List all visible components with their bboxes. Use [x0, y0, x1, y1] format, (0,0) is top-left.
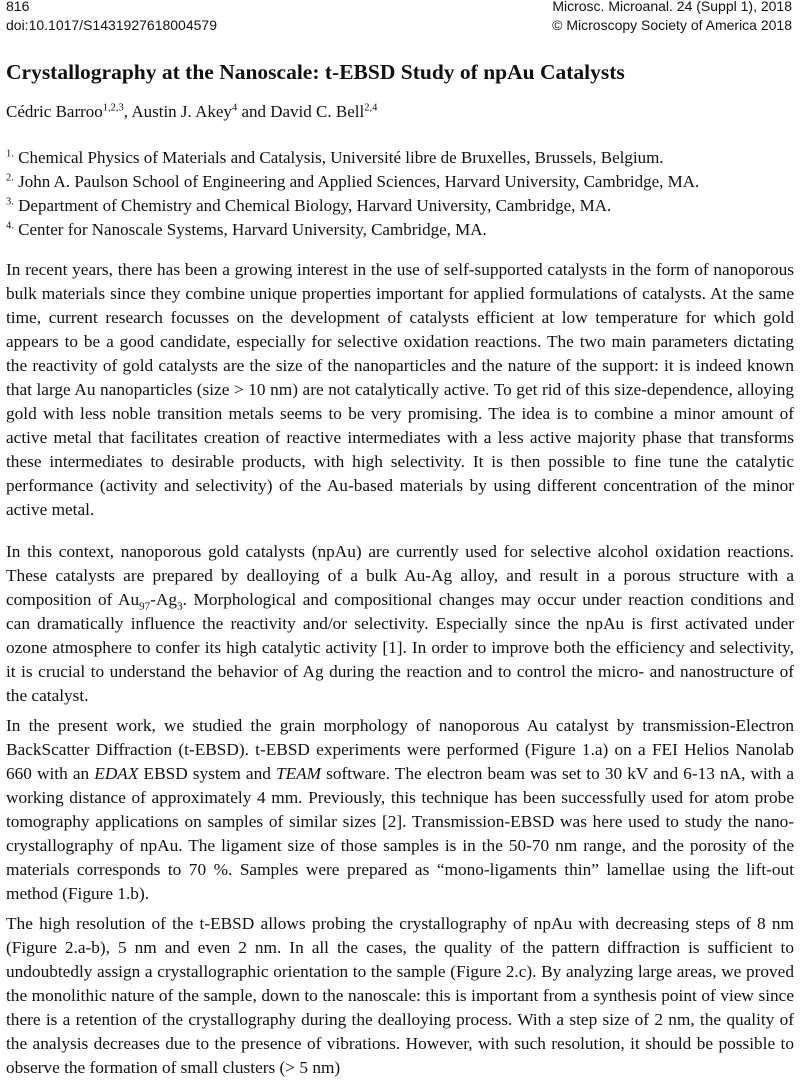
affiliation [6, 170, 796, 194]
author-name: David C. Bell [270, 102, 365, 121]
subscript: 3 [177, 600, 183, 613]
affiliation [6, 146, 796, 170]
affiliation [6, 194, 796, 218]
body-paragraph [6, 714, 794, 906]
software-name: TEAM [275, 764, 322, 783]
author-affil-sup: 4 [231, 102, 238, 114]
header-left [6, 0, 217, 35]
paragraph-text: In the present work, we studied the grain morphology of nanoporous Au catalyst by transmission-Electron BackScatter Diffraction (t-EBSD). t-EBSD experiments were performed (Figure 1.a) on a FEI Helios Nanolab 660 with an [6, 716, 794, 783]
paragraph-text: EBSD system and [138, 764, 276, 783]
page-number: 816 [6, 0, 30, 14]
author-name: Cédric Barroo [6, 102, 103, 121]
doi: doi:10.1017/S1431927618004579 [6, 17, 217, 33]
author-name: Austin J. Akey [131, 102, 232, 121]
affiliation [6, 218, 796, 242]
author-affil-sup: 1,2,3 [102, 102, 124, 114]
affiliation-list [6, 146, 796, 242]
affiliation-text: John A. Paulson School of Engineering and Applied Sciences, Harvard University, Cambridge, MA. [18, 172, 700, 191]
journal-citation: Microsc. Microanal. 24 (Suppl 1), 2018 [552, 0, 792, 14]
author-list [6, 100, 377, 124]
body-paragraph: In recent years, there has been a growing interest in the use of self-supported catalysts in the form of nanoporous bulk materials since they combine unique properties important for applied formulations of catalysts. At the same time, current research focusses on the development of catalysts efficient at low temperature for which gold appears to be a good candidate, especially for selective oxidation reactions. The two main parameters dictating the reactivity of gold catalysts are the size of the nanoparticles and the nature of the support: it is indeed known that large Au nanoparticles (size > 10 nm) are not catalytically active. To get rid of this size-dependence, alloying gold with less noble transition metals seems to be very promising. The idea is to combine a minor amount of active metal that facilitates creation of reactive intermediates with a less active majority phase that transforms these intermediates to desirable products, with high selectivity. It is then possible to fine tune the catalytic performance (activity and selectivity) of the Au-based materials by using different concentration of the minor active metal. [6, 260, 794, 519]
copyright: © Microscopy Society of America 2018 [552, 17, 792, 33]
header-right [552, 0, 792, 35]
affiliation-text: Center for Nanoscale Systems, Harvard University, Cambridge, MA. [18, 220, 487, 239]
body-paragraph: The high resolution of the t-EBSD allows probing the crystallography of npAu with decreasing steps of 8 nm (Figure 2.a-b), 5 nm and even 2 nm. In all the cases, the quality of the pattern diffraction is sufficient to undoubtedly assign a crystallographic orientation to the sample (Figure 2.c). By analyzing large areas, we proved the monolithic nature of the sample, down to the nanoscale: this is important from a synthesis point of view since there is a retention of the crystallography during the dealloying process. With a step size of 2 nm, the quality of the analysis decreases due to the presence of vibrations. However, with such resolution, it should be possible to observe the formation of small clusters (> 5 nm) [6, 914, 794, 1077]
affiliation-number: 2. [6, 172, 14, 184]
software-name: EDAX [94, 764, 139, 783]
affiliation-number: 3. [6, 196, 14, 208]
subscript: 97 [139, 600, 151, 613]
paragraph-text: software. The electron beam was set to 30 kV and 6-13 nA, with a working distance of approximately 4 mm. Previously, this technique has been successfully used for atom probe tomography applications on samples of similar sizes [2]. Transmission-EBSD was here used to study the nano-crystallography of npAu. The ligament size of those samples is in the 50-70 nm range, and the porosity of the materials corresponds to 70 %. Samples were prepared as “mono-ligaments thin” lamellae using the lift-out method (Figure 1.b). [6, 764, 794, 903]
affiliation-number: 1. [6, 148, 14, 160]
paragraph-text: . Morphological and compositional changes may occur under reaction conditions and can dramatically influence the reactivity and/or selectivity. Especially since the npAu is first activated under ozone atmosphere to confer its high catalytic activity [1]. In order to improve both the efficiency and selectivity, it is crucial to understand the behavior of Ag during the reaction and to control the micro- and nanostructure of the catalyst. [6, 590, 794, 705]
page-title: Crystallography at the Nanoscale: t-EBSD Study of npAu Catalysts [6, 60, 625, 84]
body-paragraph [6, 540, 794, 708]
author-separator: and [237, 102, 271, 121]
author-separator: , [123, 102, 132, 121]
affiliation-number: 4. [6, 220, 14, 232]
paragraph-text: -Ag [150, 590, 178, 609]
affiliation-text: Department of Chemistry and Chemical Biology, Harvard University, Cambridge, MA. [18, 196, 612, 215]
author-affil-sup: 2,4 [364, 102, 378, 114]
paragraph-text: In this context, nanoporous gold catalysts (npAu) are currently used for selective alcohol oxidation reactions. These catalysts are prepared by dealloying of a bulk Au-Ag alloy, and result in a porous structure with a composition of Au [6, 542, 794, 609]
affiliation-text: Chemical Physics of Materials and Catalysis, Université libre de Bruxelles, Brussels, Belgium. [18, 148, 664, 167]
